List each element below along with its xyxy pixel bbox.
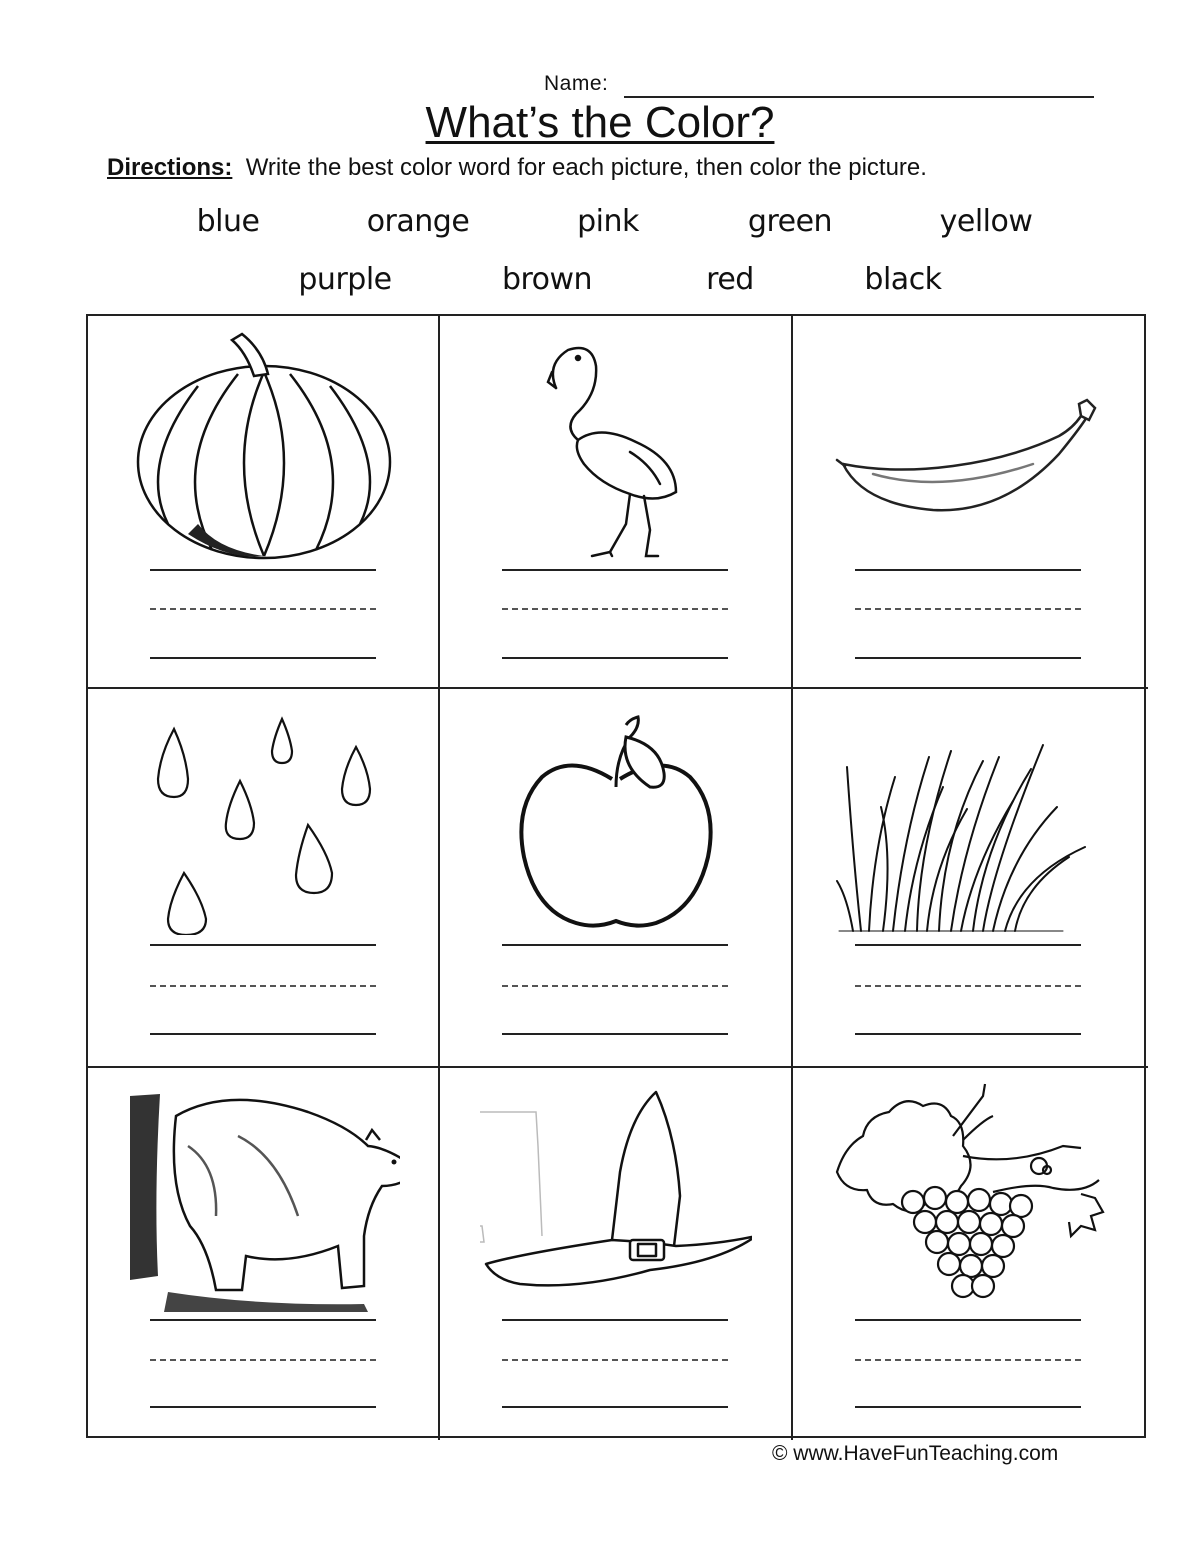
- directions-text: Write the best color word for each picture, then color the picture.: [245, 154, 927, 181]
- word-orange: orange: [366, 204, 470, 239]
- picture-cell: [793, 1068, 1148, 1440]
- word-yellow: yellow: [939, 204, 1033, 239]
- answer-midline: [855, 985, 1081, 987]
- answer-line[interactable]: [502, 1319, 728, 1321]
- directions: [107, 154, 927, 182]
- answer-midline: [855, 608, 1081, 610]
- answer-midline: [150, 1359, 376, 1361]
- word-red: red: [706, 262, 754, 297]
- answer-line[interactable]: [502, 944, 728, 946]
- answer-line[interactable]: [150, 1319, 376, 1321]
- picture-cell: [793, 689, 1148, 1068]
- word-blue: blue: [196, 204, 260, 239]
- picture-cell: [793, 316, 1148, 689]
- answer-baseline: [502, 1406, 728, 1408]
- answer-line[interactable]: [855, 944, 1081, 946]
- directions-label: Directions:: [107, 154, 233, 181]
- answer-midline: [502, 1359, 728, 1361]
- answer-baseline: [150, 657, 376, 659]
- answer-baseline: [502, 1033, 728, 1035]
- bear-icon: [128, 1076, 400, 1314]
- apple-icon: [480, 697, 752, 935]
- pumpkin-icon: [128, 324, 400, 562]
- page-title: What’s the Color?: [425, 98, 775, 147]
- picture-cell: [88, 316, 440, 689]
- answer-line[interactable]: [150, 944, 376, 946]
- answer-line[interactable]: [855, 569, 1081, 571]
- answer-midline: [855, 1359, 1081, 1361]
- grapes-icon: [833, 1076, 1105, 1314]
- answer-midline: [150, 985, 376, 987]
- picture-cell: [440, 689, 793, 1068]
- answer-baseline: [150, 1406, 376, 1408]
- answer-baseline: [855, 1033, 1081, 1035]
- word-green: green: [747, 204, 833, 239]
- word-pink: pink: [577, 204, 639, 239]
- banana-icon: [833, 324, 1105, 562]
- word-brown: brown: [501, 262, 593, 297]
- raindrops-icon: [128, 697, 400, 935]
- answer-line[interactable]: [150, 569, 376, 571]
- grass-icon: [833, 697, 1105, 935]
- answer-baseline: [502, 657, 728, 659]
- picture-grid: [86, 314, 1146, 1438]
- name-label: Name:: [544, 72, 609, 95]
- word-purple: purple: [298, 262, 392, 297]
- picture-cell: [88, 1068, 440, 1440]
- flamingo-icon: [480, 324, 752, 562]
- answer-midline: [502, 985, 728, 987]
- answer-line[interactable]: [502, 569, 728, 571]
- answer-midline: [502, 608, 728, 610]
- witch-hat-icon: [480, 1076, 752, 1314]
- answer-baseline: [855, 1406, 1081, 1408]
- answer-line[interactable]: [855, 1319, 1081, 1321]
- picture-cell: [88, 689, 440, 1068]
- word-black: black: [864, 262, 942, 297]
- answer-baseline: [855, 657, 1081, 659]
- picture-cell: [440, 316, 793, 689]
- picture-cell: [440, 1068, 793, 1440]
- answer-baseline: [150, 1033, 376, 1035]
- answer-midline: [150, 608, 376, 610]
- footer-copyright: © www.HaveFunTeaching.com: [772, 1442, 1059, 1465]
